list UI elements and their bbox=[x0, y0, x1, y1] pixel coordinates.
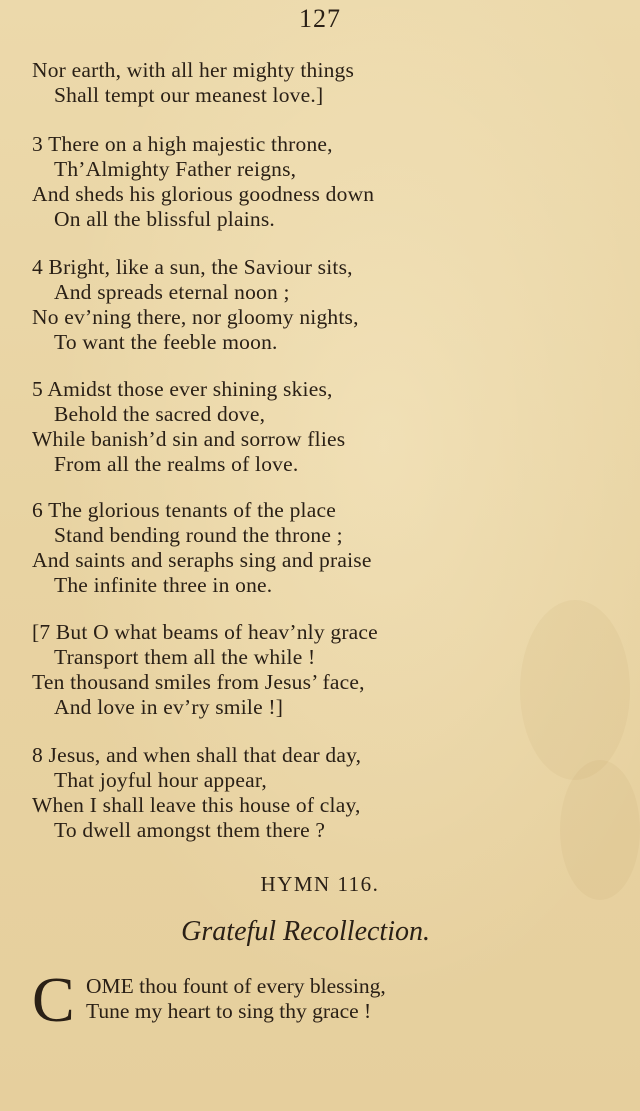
verse-line: 6 The glorious tenants of the place bbox=[32, 498, 336, 522]
verse-line: Tune my heart to sing thy grace ! bbox=[86, 999, 372, 1023]
verse-line: Nor earth, with all her mighty things bbox=[32, 58, 355, 82]
verse-line: OME thou fount of every blessing, bbox=[86, 974, 386, 998]
hymn-number: HYMN 116. bbox=[260, 872, 380, 896]
hymn-title: Grateful Recollection. bbox=[181, 916, 430, 947]
verse-line: On all the blissful plains. bbox=[54, 207, 275, 231]
verse-line: To want the feeble moon. bbox=[54, 330, 278, 354]
verse-line: That joyful hour appear, bbox=[54, 768, 267, 792]
verse-6 bbox=[32, 498, 432, 598]
verse-line: No ev’ning there, nor gloomy nights, bbox=[32, 305, 359, 329]
page-number: 127 bbox=[299, 4, 341, 33]
verse-line: 4 Bright, like a sun, the Saviour sits, bbox=[32, 255, 353, 279]
verse-line: Behold the sacred dove, bbox=[54, 402, 266, 426]
verse-line: When I shall leave this house of clay, bbox=[32, 793, 361, 817]
verse-line: 3 There on a high majestic throne, bbox=[32, 132, 333, 156]
paper-stain bbox=[520, 600, 630, 780]
verse-line: 5 Amidst those ever shining skies, bbox=[32, 377, 333, 401]
verse-line: The infinite three in one. bbox=[54, 573, 273, 597]
verse-line: Th’Almighty Father reigns, bbox=[54, 157, 297, 181]
verse-line: And saints and seraphs sing and praise bbox=[32, 548, 372, 572]
verse-line: Transport them all the while ! bbox=[54, 645, 316, 669]
verse-line: And sheds his glorious goodness down bbox=[32, 182, 375, 206]
verse-line: While banish’d sin and sorrow flies bbox=[32, 427, 346, 451]
verse-continuation bbox=[32, 58, 432, 108]
verse-line: And love in ev’ry smile !] bbox=[54, 695, 284, 719]
verse-line: To dwell amongst them there ? bbox=[54, 818, 326, 842]
verse-line: And spreads eternal noon ; bbox=[54, 280, 290, 304]
verse-line: Ten thousand smiles from Jesus’ face, bbox=[32, 670, 365, 694]
verse-line: 8 Jesus, and when shall that dear day, bbox=[32, 743, 362, 767]
verse-line: From all the realms of love. bbox=[54, 452, 299, 476]
drop-cap: C bbox=[32, 964, 75, 1035]
verse-4 bbox=[32, 255, 432, 355]
verse-8 bbox=[32, 743, 432, 843]
verse-line: Shall tempt our meanest love.] bbox=[54, 83, 324, 107]
verse-line: Stand bending round the throne ; bbox=[54, 523, 343, 547]
verse-7 bbox=[32, 620, 432, 720]
verse-5 bbox=[32, 377, 432, 477]
verse-3 bbox=[32, 132, 432, 232]
verse-line: [7 But O what beams of heav’nly grace bbox=[32, 620, 378, 644]
